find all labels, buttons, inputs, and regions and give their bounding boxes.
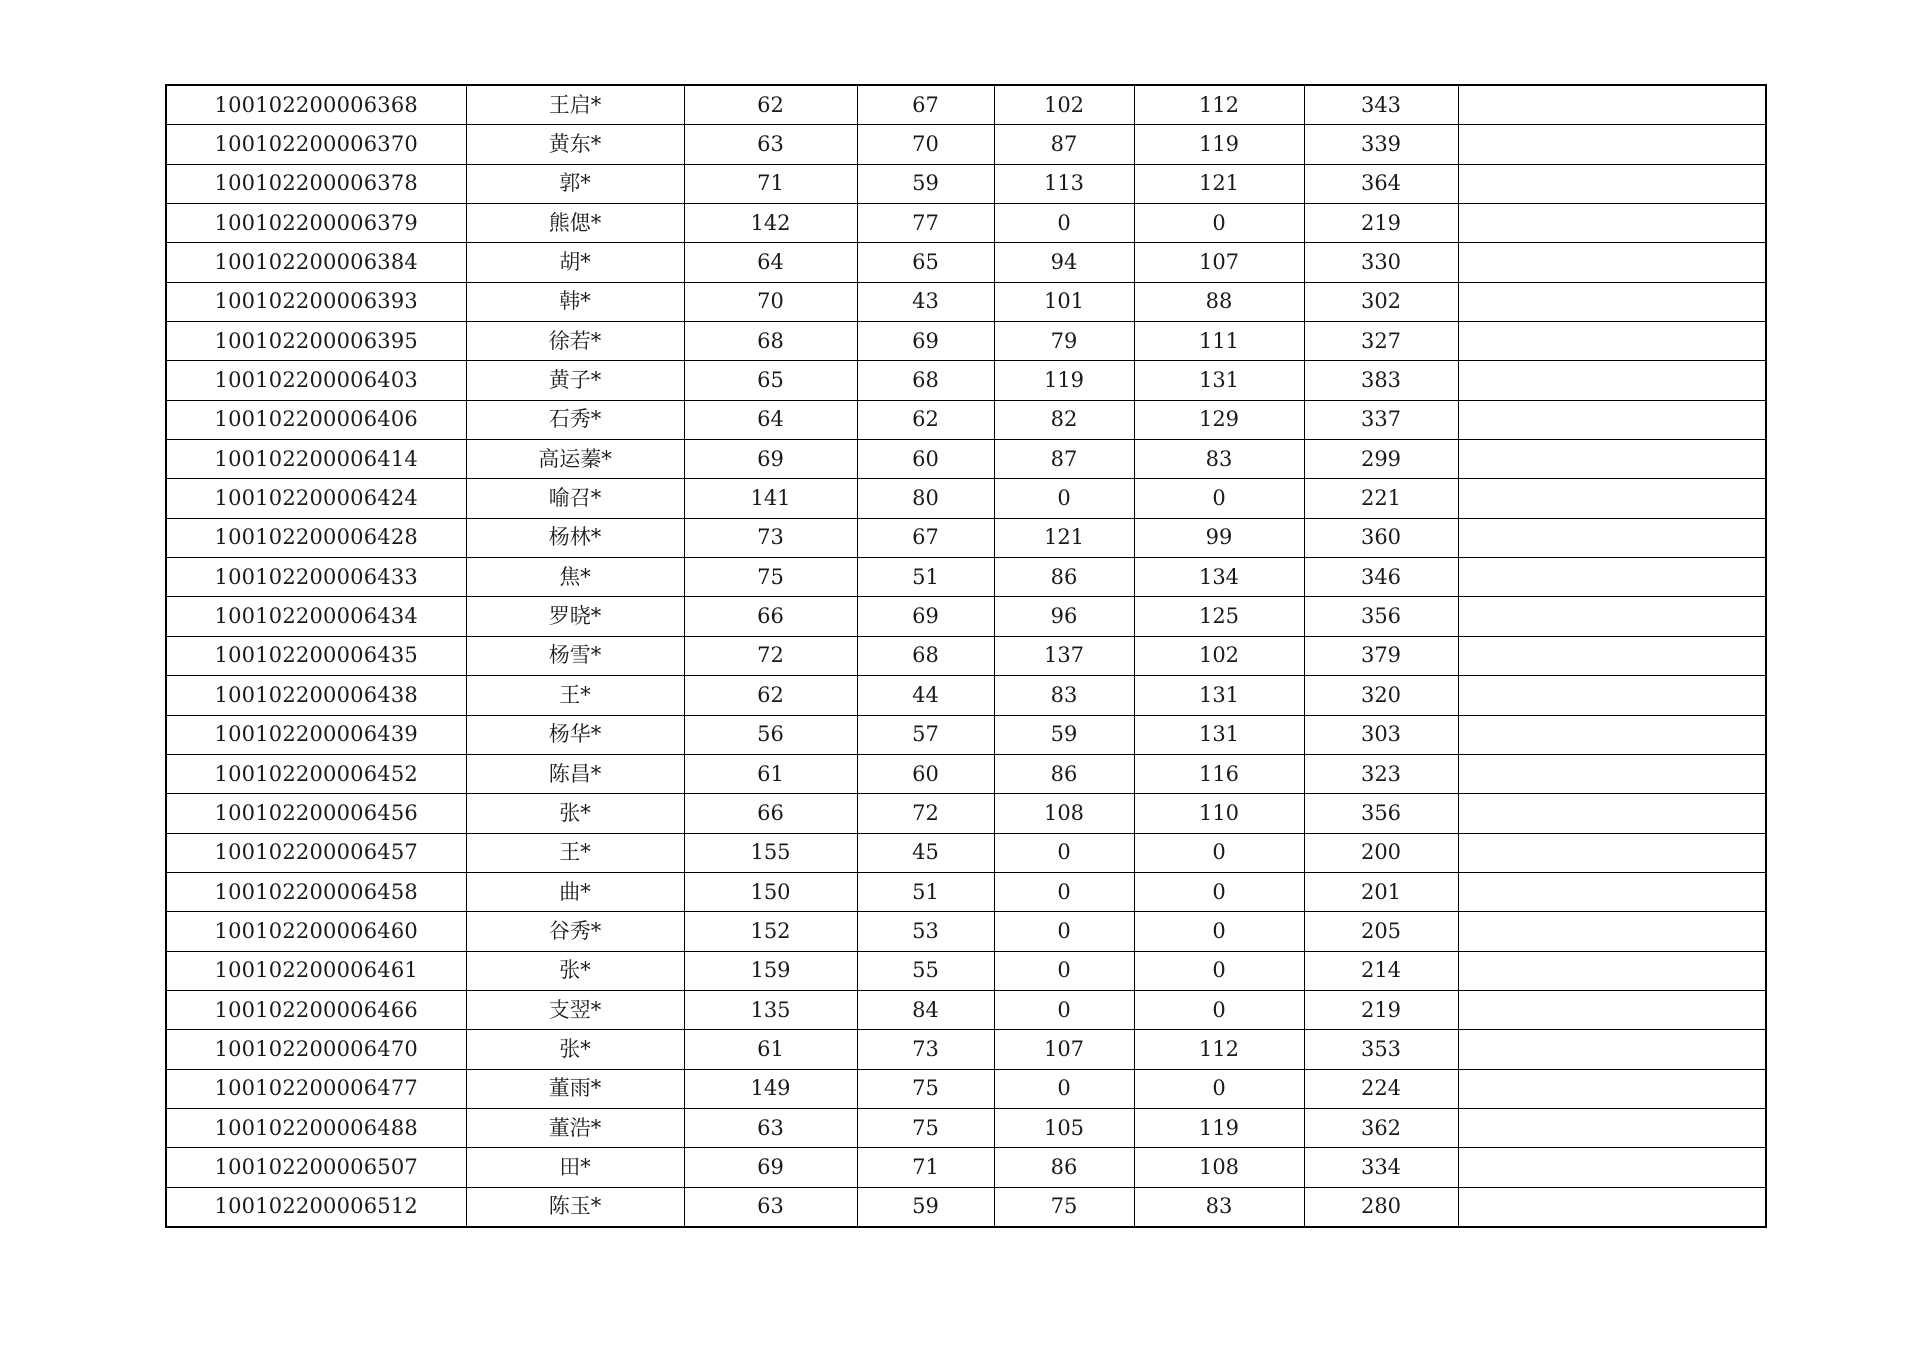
score-4-cell: 131	[1134, 361, 1304, 400]
score-3-cell: 121	[994, 518, 1134, 557]
score-4-cell: 110	[1134, 794, 1304, 833]
candidate-name-cell: 杨雪*	[466, 636, 684, 675]
score-4-cell: 112	[1134, 1030, 1304, 1069]
score-3-cell: 82	[994, 400, 1134, 439]
score-1-cell: 62	[684, 676, 857, 715]
score-2-cell: 51	[857, 558, 994, 597]
note-cell	[1458, 1108, 1766, 1147]
candidate-name-cell: 焦*	[466, 558, 684, 597]
total-score-cell: 353	[1304, 1030, 1458, 1069]
table-row	[166, 951, 1766, 990]
score-3-cell: 87	[994, 125, 1134, 164]
score-1-cell: 135	[684, 990, 857, 1029]
table-row	[166, 440, 1766, 479]
score-4-cell: 119	[1134, 1108, 1304, 1147]
note-cell	[1458, 479, 1766, 518]
score-2-cell: 75	[857, 1069, 994, 1108]
candidate-name-cell: 喻召*	[466, 479, 684, 518]
candidate-name-cell: 王启*	[466, 85, 684, 125]
score-3-cell: 86	[994, 754, 1134, 793]
score-1-cell: 66	[684, 794, 857, 833]
score-1-cell: 155	[684, 833, 857, 872]
score-2-cell: 60	[857, 754, 994, 793]
total-score-cell: 379	[1304, 636, 1458, 675]
note-cell	[1458, 912, 1766, 951]
total-score-cell: 201	[1304, 872, 1458, 911]
note-cell	[1458, 125, 1766, 164]
total-score-cell: 383	[1304, 361, 1458, 400]
note-cell	[1458, 282, 1766, 321]
table-row	[166, 125, 1766, 164]
note-cell	[1458, 558, 1766, 597]
candidate-name-cell: 曲*	[466, 872, 684, 911]
candidate-id-cell: 100102200006428	[166, 518, 466, 557]
score-3-cell: 0	[994, 833, 1134, 872]
note-cell	[1458, 715, 1766, 754]
score-1-cell: 65	[684, 361, 857, 400]
score-2-cell: 71	[857, 1148, 994, 1187]
table-row	[166, 1187, 1766, 1227]
candidate-id-cell: 100102200006403	[166, 361, 466, 400]
score-2-cell: 62	[857, 400, 994, 439]
table-row	[166, 164, 1766, 203]
candidate-name-cell: 黄东*	[466, 125, 684, 164]
score-2-cell: 77	[857, 204, 994, 243]
score-3-cell: 59	[994, 715, 1134, 754]
score-4-cell: 83	[1134, 1187, 1304, 1227]
score-2-cell: 51	[857, 872, 994, 911]
candidate-id-cell: 100102200006378	[166, 164, 466, 203]
candidate-name-cell: 胡*	[466, 243, 684, 282]
note-cell	[1458, 990, 1766, 1029]
candidate-id-cell: 100102200006452	[166, 754, 466, 793]
score-3-cell: 94	[994, 243, 1134, 282]
candidate-id-cell: 100102200006414	[166, 440, 466, 479]
candidate-name-cell: 石秀*	[466, 400, 684, 439]
score-4-cell: 107	[1134, 243, 1304, 282]
table-row	[166, 479, 1766, 518]
note-cell	[1458, 322, 1766, 361]
total-score-cell: 200	[1304, 833, 1458, 872]
total-score-cell: 303	[1304, 715, 1458, 754]
score-1-cell: 64	[684, 400, 857, 439]
score-4-cell: 0	[1134, 479, 1304, 518]
score-1-cell: 66	[684, 597, 857, 636]
score-table-body	[166, 85, 1766, 1227]
score-table	[165, 84, 1767, 1228]
note-cell	[1458, 872, 1766, 911]
score-1-cell: 149	[684, 1069, 857, 1108]
candidate-id-cell: 100102200006507	[166, 1148, 466, 1187]
total-score-cell: 356	[1304, 597, 1458, 636]
table-row	[166, 204, 1766, 243]
score-4-cell: 108	[1134, 1148, 1304, 1187]
score-2-cell: 73	[857, 1030, 994, 1069]
score-3-cell: 0	[994, 204, 1134, 243]
score-2-cell: 60	[857, 440, 994, 479]
total-score-cell: 346	[1304, 558, 1458, 597]
score-3-cell: 101	[994, 282, 1134, 321]
candidate-name-cell: 陈玉*	[466, 1187, 684, 1227]
score-2-cell: 44	[857, 676, 994, 715]
candidate-name-cell: 陈昌*	[466, 754, 684, 793]
note-cell	[1458, 164, 1766, 203]
score-1-cell: 56	[684, 715, 857, 754]
note-cell	[1458, 597, 1766, 636]
score-1-cell: 64	[684, 243, 857, 282]
table-row	[166, 558, 1766, 597]
score-2-cell: 70	[857, 125, 994, 164]
score-1-cell: 141	[684, 479, 857, 518]
score-3-cell: 105	[994, 1108, 1134, 1147]
score-3-cell: 86	[994, 558, 1134, 597]
total-score-cell: 221	[1304, 479, 1458, 518]
total-score-cell: 299	[1304, 440, 1458, 479]
candidate-id-cell: 100102200006370	[166, 125, 466, 164]
score-3-cell: 75	[994, 1187, 1134, 1227]
table-row	[166, 794, 1766, 833]
total-score-cell: 224	[1304, 1069, 1458, 1108]
total-score-cell: 205	[1304, 912, 1458, 951]
score-3-cell: 0	[994, 479, 1134, 518]
score-2-cell: 72	[857, 794, 994, 833]
score-4-cell: 0	[1134, 1069, 1304, 1108]
candidate-id-cell: 100102200006460	[166, 912, 466, 951]
score-2-cell: 75	[857, 1108, 994, 1147]
total-score-cell: 364	[1304, 164, 1458, 203]
note-cell	[1458, 754, 1766, 793]
score-4-cell: 0	[1134, 833, 1304, 872]
note-cell	[1458, 1148, 1766, 1187]
score-4-cell: 134	[1134, 558, 1304, 597]
total-score-cell: 323	[1304, 754, 1458, 793]
note-cell	[1458, 636, 1766, 675]
score-3-cell: 113	[994, 164, 1134, 203]
candidate-id-cell: 100102200006470	[166, 1030, 466, 1069]
score-1-cell: 150	[684, 872, 857, 911]
candidate-id-cell: 100102200006477	[166, 1069, 466, 1108]
total-score-cell: 360	[1304, 518, 1458, 557]
score-2-cell: 43	[857, 282, 994, 321]
table-row	[166, 676, 1766, 715]
score-1-cell: 61	[684, 1030, 857, 1069]
score-2-cell: 67	[857, 518, 994, 557]
score-4-cell: 0	[1134, 204, 1304, 243]
total-score-cell: 219	[1304, 990, 1458, 1029]
score-1-cell: 159	[684, 951, 857, 990]
score-3-cell: 0	[994, 912, 1134, 951]
candidate-id-cell: 100102200006512	[166, 1187, 466, 1227]
table-row	[166, 1148, 1766, 1187]
table-row	[166, 361, 1766, 400]
table-row	[166, 243, 1766, 282]
score-3-cell: 0	[994, 1069, 1134, 1108]
table-row	[166, 1069, 1766, 1108]
note-cell	[1458, 794, 1766, 833]
score-1-cell: 68	[684, 322, 857, 361]
table-row	[166, 872, 1766, 911]
total-score-cell: 356	[1304, 794, 1458, 833]
note-cell	[1458, 1069, 1766, 1108]
candidate-name-cell: 王*	[466, 676, 684, 715]
candidate-id-cell: 100102200006406	[166, 400, 466, 439]
score-2-cell: 57	[857, 715, 994, 754]
note-cell	[1458, 1030, 1766, 1069]
score-1-cell: 63	[684, 1108, 857, 1147]
table-row	[166, 518, 1766, 557]
candidate-id-cell: 100102200006488	[166, 1108, 466, 1147]
candidate-id-cell: 100102200006424	[166, 479, 466, 518]
score-3-cell: 87	[994, 440, 1134, 479]
score-4-cell: 129	[1134, 400, 1304, 439]
candidate-id-cell: 100102200006434	[166, 597, 466, 636]
candidate-name-cell: 王*	[466, 833, 684, 872]
score-2-cell: 80	[857, 479, 994, 518]
candidate-name-cell: 支翌*	[466, 990, 684, 1029]
total-score-cell: 214	[1304, 951, 1458, 990]
score-2-cell: 84	[857, 990, 994, 1029]
score-2-cell: 53	[857, 912, 994, 951]
candidate-id-cell: 100102200006456	[166, 794, 466, 833]
score-4-cell: 131	[1134, 715, 1304, 754]
note-cell	[1458, 1187, 1766, 1227]
table-row	[166, 912, 1766, 951]
score-3-cell: 0	[994, 990, 1134, 1029]
score-4-cell: 88	[1134, 282, 1304, 321]
score-1-cell: 69	[684, 440, 857, 479]
table-row	[166, 85, 1766, 125]
note-cell	[1458, 440, 1766, 479]
candidate-name-cell: 董雨*	[466, 1069, 684, 1108]
score-3-cell: 86	[994, 1148, 1134, 1187]
score-1-cell: 152	[684, 912, 857, 951]
score-3-cell: 137	[994, 636, 1134, 675]
candidate-name-cell: 高运蓁*	[466, 440, 684, 479]
table-row	[166, 715, 1766, 754]
score-2-cell: 59	[857, 164, 994, 203]
note-cell	[1458, 518, 1766, 557]
score-4-cell: 125	[1134, 597, 1304, 636]
candidate-id-cell: 100102200006457	[166, 833, 466, 872]
score-1-cell: 70	[684, 282, 857, 321]
score-1-cell: 72	[684, 636, 857, 675]
score-1-cell: 61	[684, 754, 857, 793]
total-score-cell: 343	[1304, 85, 1458, 125]
score-3-cell: 79	[994, 322, 1134, 361]
candidate-name-cell: 张*	[466, 1030, 684, 1069]
score-4-cell: 111	[1134, 322, 1304, 361]
score-2-cell: 45	[857, 833, 994, 872]
score-3-cell: 0	[994, 951, 1134, 990]
candidate-id-cell: 100102200006395	[166, 322, 466, 361]
score-4-cell: 116	[1134, 754, 1304, 793]
candidate-name-cell: 田*	[466, 1148, 684, 1187]
candidate-name-cell: 罗晓*	[466, 597, 684, 636]
score-1-cell: 69	[684, 1148, 857, 1187]
total-score-cell: 320	[1304, 676, 1458, 715]
table-row	[166, 1108, 1766, 1147]
candidate-name-cell: 张*	[466, 951, 684, 990]
score-2-cell: 68	[857, 361, 994, 400]
table-row	[166, 754, 1766, 793]
score-4-cell: 99	[1134, 518, 1304, 557]
note-cell	[1458, 951, 1766, 990]
score-2-cell: 67	[857, 85, 994, 125]
note-cell	[1458, 676, 1766, 715]
score-3-cell: 108	[994, 794, 1134, 833]
note-cell	[1458, 400, 1766, 439]
total-score-cell: 362	[1304, 1108, 1458, 1147]
table-row	[166, 833, 1766, 872]
candidate-name-cell: 徐若*	[466, 322, 684, 361]
note-cell	[1458, 361, 1766, 400]
candidate-name-cell: 熊偲*	[466, 204, 684, 243]
total-score-cell: 280	[1304, 1187, 1458, 1227]
score-4-cell: 112	[1134, 85, 1304, 125]
candidate-id-cell: 100102200006438	[166, 676, 466, 715]
candidate-name-cell: 杨林*	[466, 518, 684, 557]
candidate-id-cell: 100102200006439	[166, 715, 466, 754]
score-1-cell: 63	[684, 1187, 857, 1227]
score-3-cell: 0	[994, 872, 1134, 911]
note-cell	[1458, 833, 1766, 872]
score-4-cell: 0	[1134, 951, 1304, 990]
candidate-name-cell: 黄子*	[466, 361, 684, 400]
score-2-cell: 68	[857, 636, 994, 675]
candidate-name-cell: 董浩*	[466, 1108, 684, 1147]
score-2-cell: 59	[857, 1187, 994, 1227]
score-3-cell: 107	[994, 1030, 1134, 1069]
candidate-id-cell: 100102200006393	[166, 282, 466, 321]
candidate-name-cell: 郭*	[466, 164, 684, 203]
candidate-name-cell: 张*	[466, 794, 684, 833]
total-score-cell: 219	[1304, 204, 1458, 243]
score-3-cell: 96	[994, 597, 1134, 636]
score-1-cell: 73	[684, 518, 857, 557]
score-4-cell: 0	[1134, 912, 1304, 951]
score-4-cell: 0	[1134, 990, 1304, 1029]
score-4-cell: 83	[1134, 440, 1304, 479]
total-score-cell: 334	[1304, 1148, 1458, 1187]
score-4-cell: 119	[1134, 125, 1304, 164]
score-3-cell: 119	[994, 361, 1134, 400]
candidate-id-cell: 100102200006458	[166, 872, 466, 911]
score-1-cell: 63	[684, 125, 857, 164]
candidate-name-cell: 谷秀*	[466, 912, 684, 951]
candidate-id-cell: 100102200006461	[166, 951, 466, 990]
score-4-cell: 0	[1134, 872, 1304, 911]
note-cell	[1458, 243, 1766, 282]
total-score-cell: 302	[1304, 282, 1458, 321]
table-row	[166, 282, 1766, 321]
score-3-cell: 102	[994, 85, 1134, 125]
score-2-cell: 69	[857, 322, 994, 361]
total-score-cell: 339	[1304, 125, 1458, 164]
score-1-cell: 62	[684, 85, 857, 125]
candidate-name-cell: 杨华*	[466, 715, 684, 754]
table-row	[166, 636, 1766, 675]
total-score-cell: 330	[1304, 243, 1458, 282]
table-row	[166, 400, 1766, 439]
score-1-cell: 142	[684, 204, 857, 243]
score-2-cell: 65	[857, 243, 994, 282]
candidate-id-cell: 100102200006435	[166, 636, 466, 675]
total-score-cell: 327	[1304, 322, 1458, 361]
score-4-cell: 102	[1134, 636, 1304, 675]
note-cell	[1458, 204, 1766, 243]
candidate-name-cell: 韩*	[466, 282, 684, 321]
candidate-id-cell: 100102200006368	[166, 85, 466, 125]
score-2-cell: 55	[857, 951, 994, 990]
table-row	[166, 322, 1766, 361]
candidate-id-cell: 100102200006433	[166, 558, 466, 597]
score-4-cell: 121	[1134, 164, 1304, 203]
candidate-id-cell: 100102200006466	[166, 990, 466, 1029]
note-cell	[1458, 85, 1766, 125]
score-4-cell: 131	[1134, 676, 1304, 715]
total-score-cell: 337	[1304, 400, 1458, 439]
score-3-cell: 83	[994, 676, 1134, 715]
candidate-id-cell: 100102200006384	[166, 243, 466, 282]
score-1-cell: 71	[684, 164, 857, 203]
table-row	[166, 597, 1766, 636]
score-2-cell: 69	[857, 597, 994, 636]
table-row	[166, 990, 1766, 1029]
candidate-id-cell: 100102200006379	[166, 204, 466, 243]
score-1-cell: 75	[684, 558, 857, 597]
table-row	[166, 1030, 1766, 1069]
